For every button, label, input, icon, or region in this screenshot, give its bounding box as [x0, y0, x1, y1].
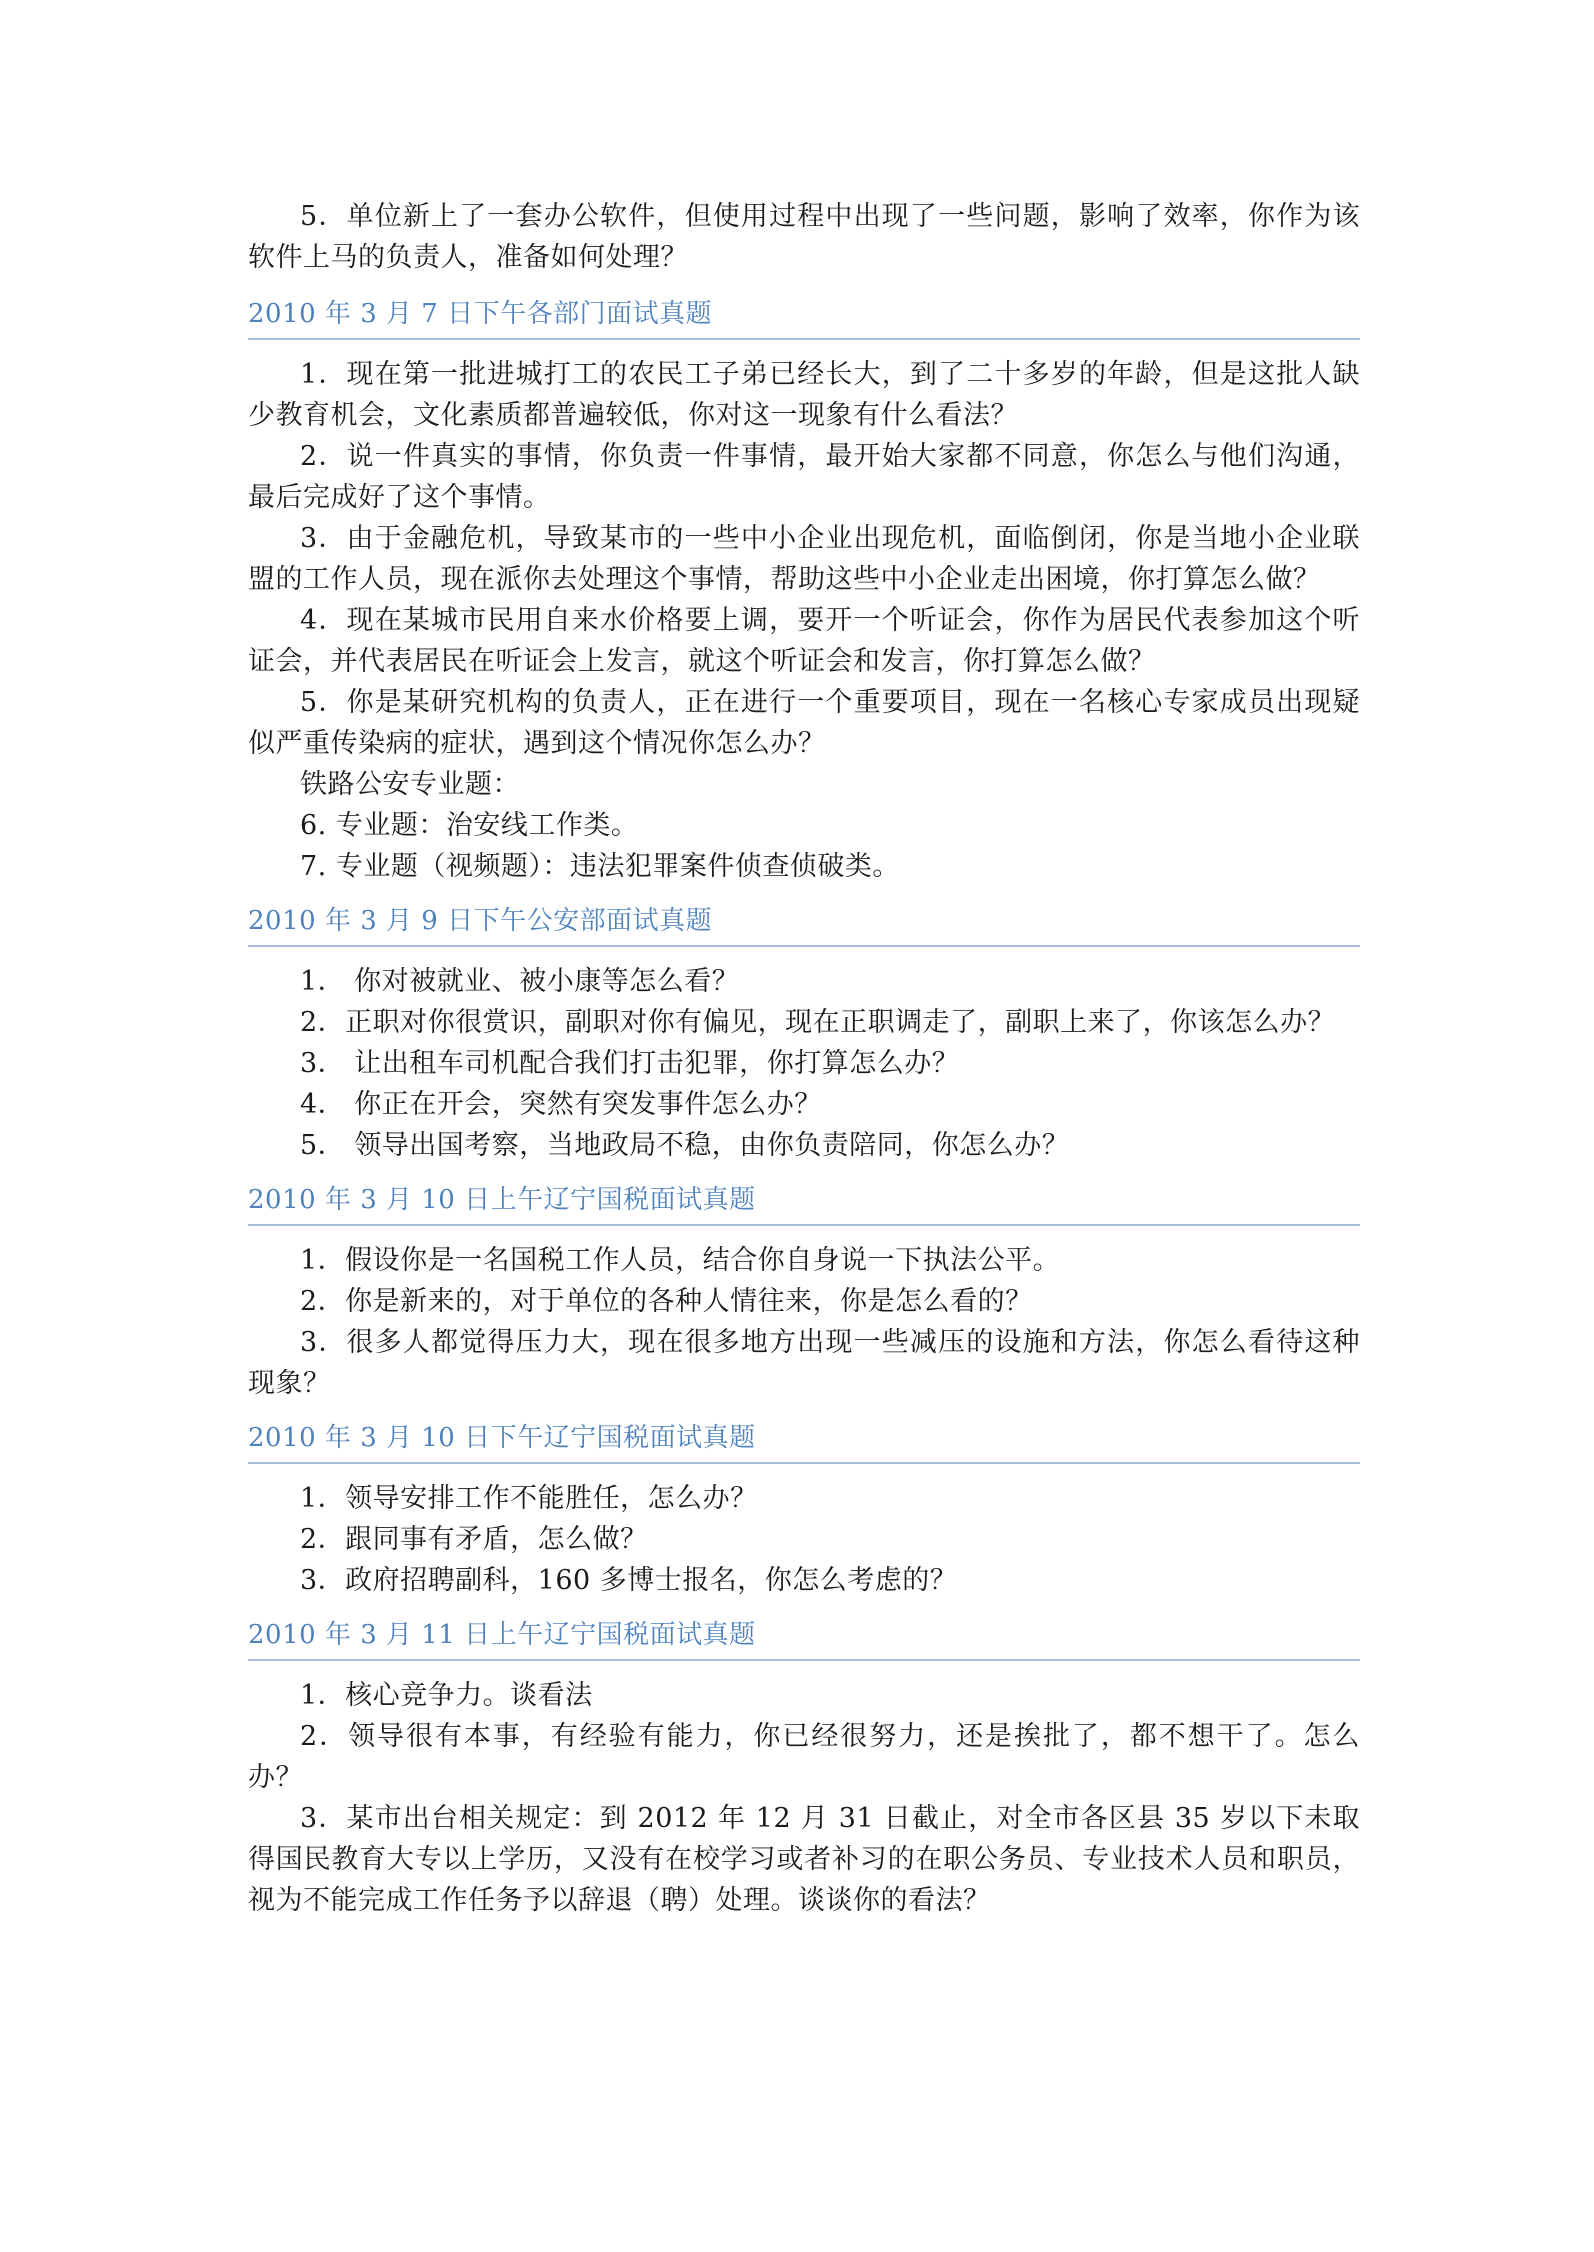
question-list [248, 354, 1360, 887]
question-item: 3．很多人都觉得压力大，现在很多地方出现一些减压的设施和方法，你怎么看待这种现象？ [248, 1327, 1360, 1399]
question-item: 1．假设你是一名国税工作人员，结合你自身说一下执法公平。 [300, 1245, 1061, 1276]
section-0309 [248, 903, 1360, 1166]
subheading-railway-police: 铁路公安专业题： [300, 769, 520, 800]
section-heading: 2010 年 3 月 9 日下午公安部面试真题 [248, 903, 1360, 947]
question-list [248, 1240, 1360, 1404]
question-list [248, 1478, 1360, 1601]
question-item: 3．某市出台相关规定：到 2012 年 12 月 31 日截止，对全市各区县 35 岁以下未取得国民教育大专以上学历，又没有在校学习或者补习的在职公务员、专业技术人员和职员，视为不能完成工作任务予以辞退（聘）处理。谈谈你的看法？ [248, 1803, 1360, 1916]
section-0307 [248, 296, 1360, 887]
section-heading: 2010 年 3 月 10 日上午辽宁国税面试真题 [248, 1182, 1360, 1226]
question-item: 3． 让出租车司机配合我们打击犯罪，你打算怎么办？ [300, 1048, 960, 1079]
question-item: 5． 领导出国考察，当地政局不稳，由你负责陪同，你怎么办？ [300, 1130, 1070, 1161]
section-0310-pm [248, 1420, 1360, 1601]
question-list [248, 1675, 1360, 1921]
section-0311-am [248, 1617, 1360, 1921]
question-item: 7. 专业题（视频题）：违法犯罪案件侦查侦破类。 [300, 851, 900, 882]
question-item: 1．领导安排工作不能胜任，怎么办？ [300, 1483, 758, 1514]
question-item: 1．核心竞争力。谈看法 [300, 1680, 593, 1711]
question-item: 5．你是某研究机构的负责人，正在进行一个重要项目，现在一名核心专家成员出现疑似严重传染病的症状，遇到这个情况你怎么办？ [248, 687, 1360, 759]
question-list [248, 961, 1360, 1166]
section-heading: 2010 年 3 月 7 日下午各部门面试真题 [248, 296, 1360, 340]
document-page [248, 196, 1360, 1921]
question-item: 6. 专业题：治安线工作类。 [300, 810, 639, 841]
question-item: 1．现在第一批进城打工的农民工子弟已经长大，到了二十多岁的年龄，但是这批人缺少教育机会，文化素质都普遍较低，你对这一现象有什么看法？ [248, 359, 1360, 431]
question-item: 1． 你对被就业、被小康等怎么看？ [300, 966, 740, 997]
question-item: 2．正职对你很赏识，副职对你有偏见，现在正职调走了，副职上来了，你该怎么办？ [300, 1007, 1336, 1038]
section-heading: 2010 年 3 月 10 日下午辽宁国税面试真题 [248, 1420, 1360, 1464]
section-heading: 2010 年 3 月 11 日上午辽宁国税面试真题 [248, 1617, 1360, 1661]
section-0310-am [248, 1182, 1360, 1404]
intro-paragraph: 5．单位新上了一套办公软件，但使用过程中出现了一些问题，影响了效率，你作为该软件上马的负责人，准备如何处理？ [248, 201, 1360, 273]
question-item: 2．领导很有本事，有经验有能力，你已经很努力，还是挨批了，都不想干了。怎么办？ [248, 1721, 1360, 1793]
question-item: 2．说一件真实的事情，你负责一件事情，最开始大家都不同意，你怎么与他们沟通，最后完成好了这个事情。 [248, 441, 1360, 513]
question-item: 2．跟同事有矛盾，怎么做？ [300, 1524, 648, 1555]
question-item: 4． 你正在开会，突然有突发事件怎么办？ [300, 1089, 822, 1120]
question-item: 2．你是新来的，对于单位的各种人情往来，你是怎么看的？ [300, 1286, 1033, 1317]
question-item: 3．由于金融危机，导致某市的一些中小企业出现危机，面临倒闭，你是当地小企业联盟的工作人员，现在派你去处理这个事情，帮助这些中小企业走出困境，你打算怎么做？ [248, 523, 1360, 595]
question-item: 3．政府招聘副科，160 多博士报名，你怎么考虑的？ [300, 1565, 958, 1596]
question-item: 4．现在某城市民用自来水价格要上调，要开一个听证会，你作为居民代表参加这个听证会，并代表居民在听证会上发言，就这个听证会和发言，你打算怎么做？ [248, 605, 1360, 677]
